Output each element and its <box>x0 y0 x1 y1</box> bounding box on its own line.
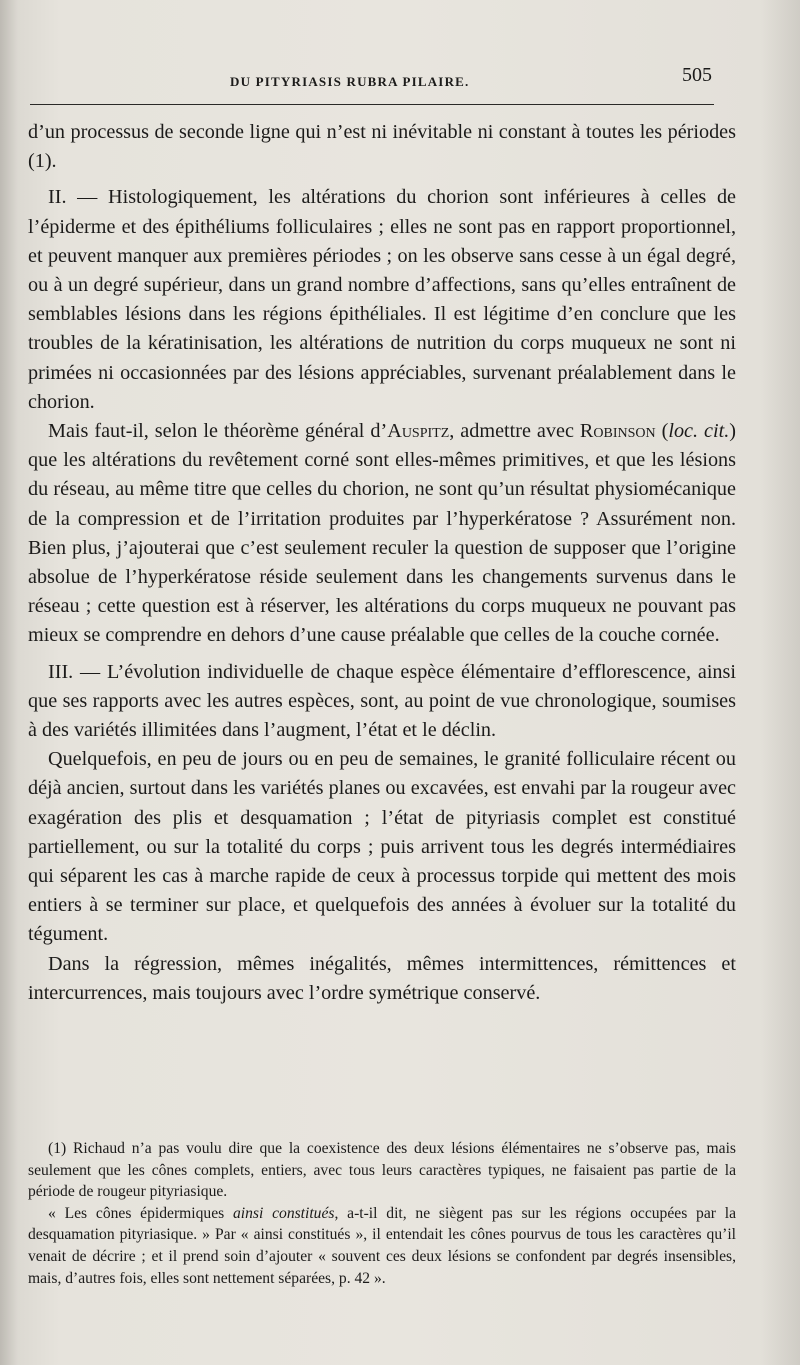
footnote-emphasis: ainsi constitués <box>232 1204 335 1222</box>
footnote-text-b: , a-t-il dit, ne siègent pas sur les régions occupées par la desquamation pityriasique. » Par « ainsi constitués », il entendait les cônes pourvus de tous les caractères qu’il venait de décrire ; et il prend soin d’ajouter « souvent ces deux lésions se confondent par degrés insensibles, mais, d’autres fois, elles sont nettement séparées, p. 42 ». <box>28 1204 737 1287</box>
footnote-text-a: « Les cônes épidermiques <box>48 1204 233 1222</box>
paragraph-auspitz-text-b: , admettre avec <box>449 420 580 443</box>
footnote-paragraph-1: (1) Richaud n’a pas voulu dire que la coexistence des deux lésions élémentaires ne s’observe pas, mais seulement que les cônes complets, entiers, avec tous leurs caractères typiques, ne faisaient pas partie de la période de rougeur pityriasique. <box>28 1140 736 1201</box>
paragraph-section-iii: III. — L’évolution individuelle de chaque espèce élémentaire d’efflorescence, ainsi que ses rapports avec les autres espèces, sont, au point de vue chronologique, soumises à des variétés illimitées dans l’augment, l’état et le déclin. <box>28 660 736 742</box>
paragraph-auspitz-text-d: ) que les altérations du revêtement corné sont elles-mêmes primitives, et que les lésions du réseau, au même titre que celles du chorion, ne sont qu’un résultat physiomécanique de la compression et de l’irritation produites par l’hyperkératose ? Assurément non. Bien plus, j’ajouterai que c’est seulement reculer la question de supposer que l’origine absolue de l’hyperkératose réside seulement dans les changements survenus dans le réseau ; cette question est à réserver, les altérations du corps muqueux ne pouvant pas mieux se comprendre en dehors d’une cause préalable que celles de la couche cornée. <box>28 420 737 647</box>
citation-loc-cit: loc. cit. <box>668 420 730 443</box>
running-title: DU PITYRIASIS RUBRA PILAIRE. <box>230 74 470 89</box>
paragraph-section-ii: II. — Histologiquement, les altérations du chorion sont inférieures à celles de l’épiderme et des épithéliums folliculaires ; elles ne sont pas en rapport proportionnel, et peuvent manquer aux premières périodes ; on les observe sans cesse à un égal degré, ou à un degré supérieur, dans un grand nombre d’affections, sans qu’elles entraînent de semblables lésions dans les régions épithéliales. Il est légitime d’en conclure que les troubles de la kératinisation, les altérations de nutrition du corps muqueux ne sont ni primées ni occasionnées par des lésions appréciables, survenant préalablement dans le chorion. <box>28 186 736 413</box>
footnote <box>28 1138 736 1289</box>
body-text <box>28 118 736 1008</box>
author-name-auspitz: Auspitz <box>387 420 450 443</box>
paragraph-auspitz-text-a: Mais faut-il, selon le théorème général d’ <box>48 420 388 443</box>
paragraph-quelquefois: Quelquefois, en peu de jours ou en peu de semaines, le granité folliculaire récent ou déjà ancien, surtout dans les variétés planes ou excavées, est envahi par la rougeur avec exagération des plis et desquamation ; l’état de pityriasis complet est constitué partiellement, ou sur la totalité du corps ; puis arrivent tous les degrés intermédiaires qui séparent les cas à marche rapide de ceux à processus torpide qui mettent des mois entiers à se terminer sur place, et quelquefois des années à évoluer sur la totalité du tégument. <box>28 748 736 946</box>
author-name-robinson: Robinson <box>579 420 656 443</box>
page-header <box>30 62 714 102</box>
footnote-paragraph-2 <box>28 1203 736 1289</box>
paragraph-regression: Dans la régression, mêmes inégalités, mêmes intermittences, rémittences et intercurrences, mais toujours avec l’ordre symétrique conservé. <box>28 952 736 1004</box>
page-number: 505 <box>682 64 712 86</box>
paragraph-auspitz <box>28 417 736 651</box>
header-rule <box>30 104 714 105</box>
paragraph-continuation: d’un processus de seconde ligne qui n’est ni inévitable ni constant à toutes les périodes (1). <box>28 121 736 173</box>
paragraph-auspitz-text-c: ( <box>655 420 669 443</box>
